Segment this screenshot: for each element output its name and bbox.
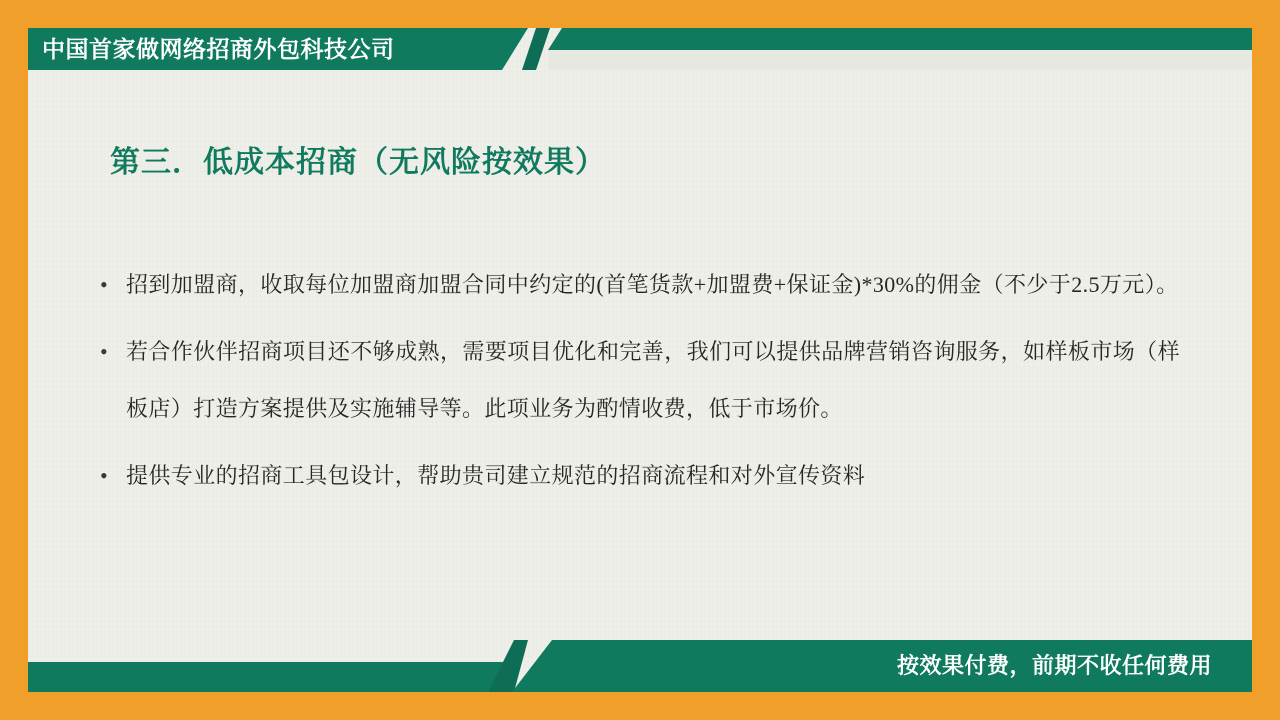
bullet-icon: • <box>100 463 108 488</box>
header-bar <box>28 28 1252 70</box>
header-green-stripe <box>548 28 1252 50</box>
header-green-accent <box>522 28 550 70</box>
footer-green-stripe <box>28 662 508 692</box>
bullet-icon: • <box>100 272 108 297</box>
list-item-text: 若合作伙伴招商项目还不够成熟，需要项目优化和完善，我们可以提供品牌营销咨询服务，如样板市场（样板店）打造方案提供及实施辅导等。此项业务为酌情收费，低于市场价。 <box>126 339 1180 421</box>
bullet-list <box>100 256 1180 514</box>
header-light-stripe <box>548 50 1252 70</box>
bullet-icon: • <box>100 339 108 364</box>
list-item <box>100 323 1180 437</box>
list-item-text: 提供专业的招商工具包设计，帮助贵司建立规范的招商流程和对外宣传资料 <box>126 463 866 488</box>
header-title: 中国首家做网络招商外包科技公司 <box>42 36 395 62</box>
list-item <box>100 256 1180 313</box>
footer-bar <box>28 640 1252 692</box>
footer-tagline: 按效果付费，前期不收任何费用 <box>896 653 1212 678</box>
page-title: 第三．低成本招商（无风险按效果） <box>110 146 606 179</box>
list-item-text: 招到加盟商，收取每位加盟商加盟合同中约定的(首笔货款+加盟费+保证金)*30%的佣金（不少于2.5万元）。 <box>126 272 1179 297</box>
list-item <box>100 447 1180 504</box>
